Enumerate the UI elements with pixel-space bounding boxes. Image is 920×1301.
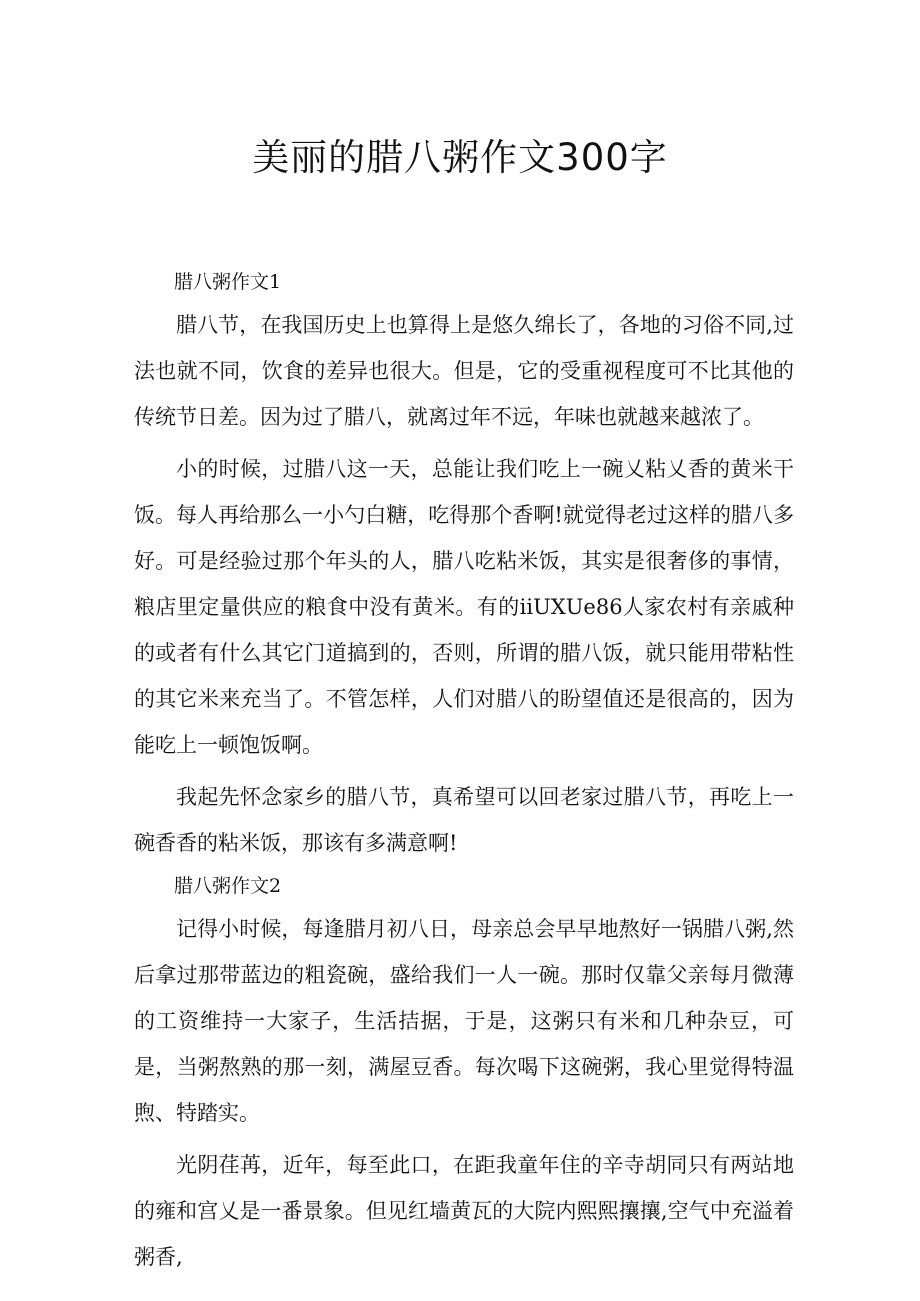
- paragraph: 腊八节，在我国历史上也算得上是悠久绵长了，各地的习俗不同,过法也就不同，饮食的差异也很大。但是，它的受重视程度可不比其他的传统节日差。因为过了腊八，就离过年不远，年味也就越来越浓了。: [134, 313, 794, 429]
- paragraph: 我起先怀念家乡的腊八节，真希望可以回老家过腊八节，再吃上一碗香香的粘米饭，那该有多满意啊!: [134, 785, 794, 855]
- document-title: 美丽的腊八粥作文300字: [252, 136, 668, 179]
- section-heading: 腊八粥作文1: [174, 271, 282, 293]
- paragraph: 记得小时候，每逢腊月初八日，母亲总会早早地熬好一锅腊八粥,然后拿过那带蓝边的粗瓷碗，盛给我们一人一碗。那时仅靠父亲每月微薄的工资维持一大家子，生活拮据，于是，这粥只有米和几种杂豆，可是，当粥熬熟的那一刻，满屋豆香。每次喝下这碗粥，我心里觉得特温煦、特踏实。: [134, 917, 794, 1125]
- paragraph: 光阴荏苒，近年，每至此口，在距我童年住的辛寺胡同只有两站地的雍和宫乂是一番景象。但见红墙黄瓦的大院内熙熙攘攘,空气中充溢着粥香,: [134, 1153, 794, 1269]
- paragraph: 小的时候，过腊八这一天，总能让我们吃上一碗乂粘乂香的黄米干饭。每人再给那么一小勺白糖，吃得那个香啊!就觉得老过这样的腊八多好。可是经验过那个年头的人，腊八吃粘米饭，其实是很奢侈的事情，粮店里定量供应的粮食中没有黄米。有的iiUXUe86人家农村有亲戚种的或者有什么其它门道搞到的，否则，所谓的腊八饭，就只能用带粘性的其它米来充当了。不管怎样，人们对腊八的盼望值还是很高的，因为能吃上一顿饱饭啊。: [134, 457, 794, 757]
- section-heading: 腊八粥作文2: [174, 875, 282, 897]
- document-body: [134, 262, 794, 1280]
